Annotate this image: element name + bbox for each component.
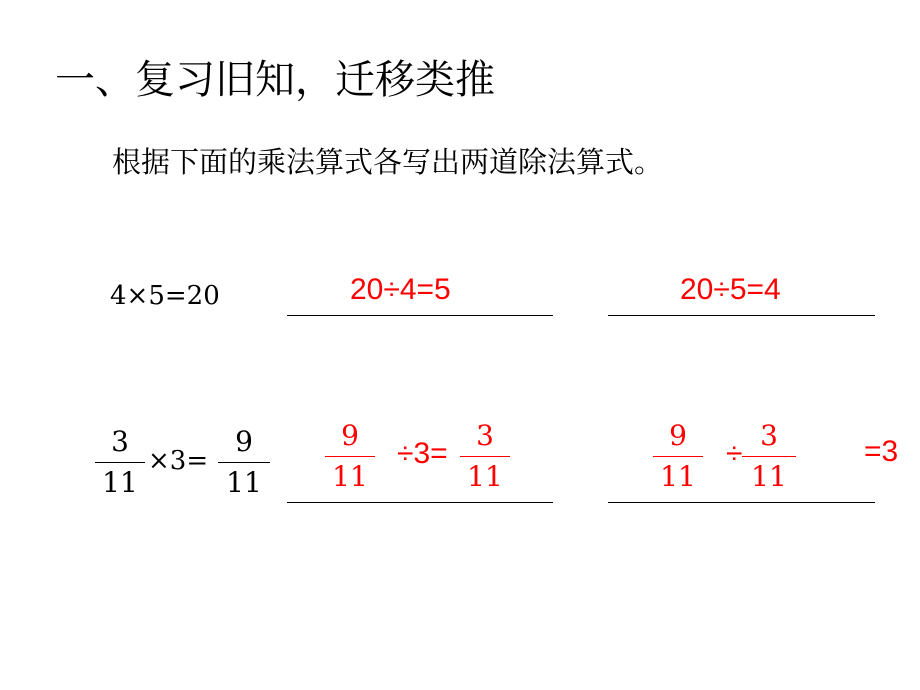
numerator: 3 [476,419,494,452]
numerator: 3 [111,425,129,458]
divide-operator: ÷3= [397,437,448,470]
numerator: 3 [760,419,778,452]
instruction-text: 根据下面的乘法算式各写出两道除法算式。 [112,145,664,179]
numerator: 9 [341,419,359,452]
denominator: 11 [102,466,138,499]
result-value: =3 [864,435,899,468]
denominator: 11 [467,460,503,493]
answer-line-2-1 [287,502,553,503]
fraction-bar [742,456,796,457]
times-operator: ×3= [148,446,209,476]
answer-line-1-2 [608,315,875,316]
denominator: 11 [660,460,696,493]
numerator: 9 [669,419,687,452]
fraction-bar [460,456,510,457]
denominator: 11 [226,466,262,499]
fraction-bar [325,456,375,457]
fraction-bar [653,456,703,457]
denominator: 11 [332,460,368,493]
denominator: 11 [751,460,787,493]
fraction-bar [218,462,270,463]
answer-1-2: 20÷5=4 [680,273,781,306]
answer-line-2-2 [608,502,875,503]
multiplication-equation-1: 4×5=20 [110,281,220,311]
page-title: 一、复习旧知，迁移类推 [55,57,495,103]
divide-operator: ÷ [726,437,743,470]
fraction-bar [95,462,145,463]
answer-line-1-1 [287,315,553,316]
numerator: 9 [235,425,253,458]
answer-1-1: 20÷4=5 [350,273,451,306]
